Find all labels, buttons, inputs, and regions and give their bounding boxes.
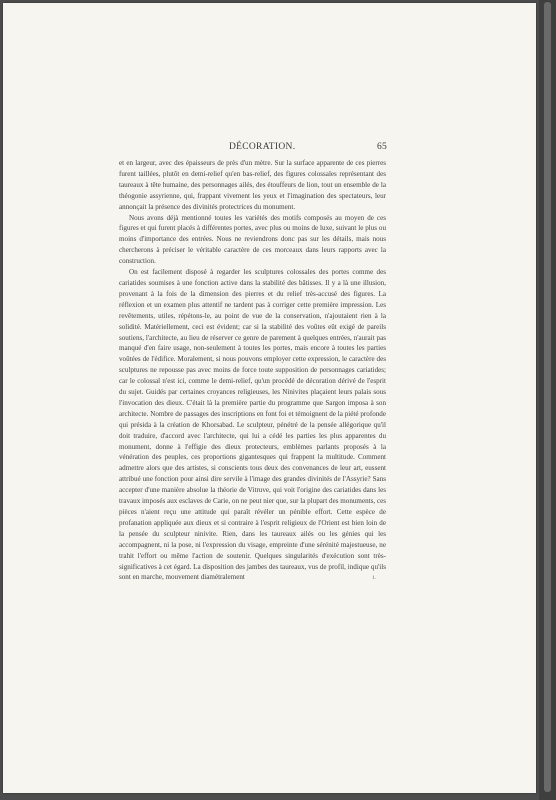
scrollbar-thumb[interactable]: [544, 2, 551, 792]
page-number: 65: [377, 142, 388, 152]
paragraph-1: et en largeur, avec des épaisseurs de près d'un mètre. Sur la surface apparente de ces pierres furent taillées, plutôt en demi-relief qu'en bas-relief, des figures colossales représentant des taureaux à tête humaine, des personnages ailés, des étouffeurs de lion, tout un ensemble de la théogonie assyrienne, qui, frappant vivement les yeux et l'imagination des spectateurs, leur annonçait la présence des divinités protectrices du monument.: [119, 159, 386, 211]
paragraph-3: On est facilement disposé à regarder les sculptures colossales des portes comme des cariatides soumises à une fonction active dans la stabilité des bâtisses. Il y a là une illusion, provenant à la fois de la dimension des pierres et du relief très-accusé des figures. La réflexion et un examen plus attentif ne tardent pas à corriger cette première impression. Les revêtements, utiles, répétons-le, au point de vue de la conservation, n'ajoutaient rien à la solidité. Matériellement, ceci est évident; car si la stabilité des voûtes eût exigé de pareils soutiens, l'architecte, au lieu de réserver ce genre de parement à quelques entrées, n'aurait pas manqué d'en faire usage, non-seulement à toutes les portes, mais encore à toutes les parties voûtées de l'édifice. Moralement, si nous pouvons employer cette expression, le caractère des sculptures ne repousse pas avec moins de force toute supposition de personnages cariatides; car le colossal n'est ici, comme le demi-relief, qu'un procédé de décoration dérivé de l'esprit du sujet. Guidés par certaines croyances religieuses, les Ninivites plaçaient leurs palais sous l'invocation des dieux. C'était là la première partie du programme que Sargon imposa à son architecte. Nombre de passages des inscriptions en font foi et témoignent de la piété profonde qui présida à la création de Khorsabad. Le sculpteur, pénétré de la pensée allégorique qu'il doit traduire, d'accord avec l'architecte, qui lui a cédé les parties les plus apparentes du monument, donne à l'effigie des dieux protecteurs, emblèmes parlants proposés à la vénération des peuples, ces proportions gigantesques qui frappent la multitude. Comment admettre alors que des artistes, si conscients tous deux des convenances de leur art, eussent attribué une fonction pour ainsi dire servile à l'image des grandes divinités de l'Assyrie? Sans accepter d'une manière absolue la théorie de Vitruve, qui voit l'origine des cariatides dans les travaux imposés aux esclaves de Carie, on ne peut nier que, sur la plupart des monuments, ces pièces n'aient reçu une attitude qui paraît révéler un pénible effort. Cette espèce de profanation appliquée aux dieux et si contraire à l'esprit religieux de l'Orient est bien loin de la pensée du sculpteur ninivite. Rien, dans les taureaux ailés ou les génies qui les accompagnent, ni la pose, ni l'expression du visage, empreinte d'une sérénité majestueuse, ne trahit l'effort ou même l'action de soutenir. Quelques singularités d'exécution sont très-significatives à cet égard. La disposition des jambes des taureaux, vus de profil, indique qu'ils sont en marche, mouvement diamétralement: [119, 268, 386, 582]
body-text: [119, 158, 386, 583]
signature-mark: 1.: [372, 575, 377, 581]
header-title: DÉCORATION.: [229, 142, 296, 152]
vertical-scrollbar[interactable]: [539, 0, 556, 800]
paragraph-2: Nous avons déjà mentionné toutes les variétés des motifs composés au moyen de ces figures et qui furent placés à différentes portes, avec plus ou moins de luxe, suivant le plus ou moins d'importance des entrées. Nous ne reviendrons donc pas sur les détails, mais nous chercherons à préciser le véritable caractère de ces morceaux dans leurs rapports avec la construction.: [119, 213, 386, 266]
book-page: [3, 3, 536, 793]
